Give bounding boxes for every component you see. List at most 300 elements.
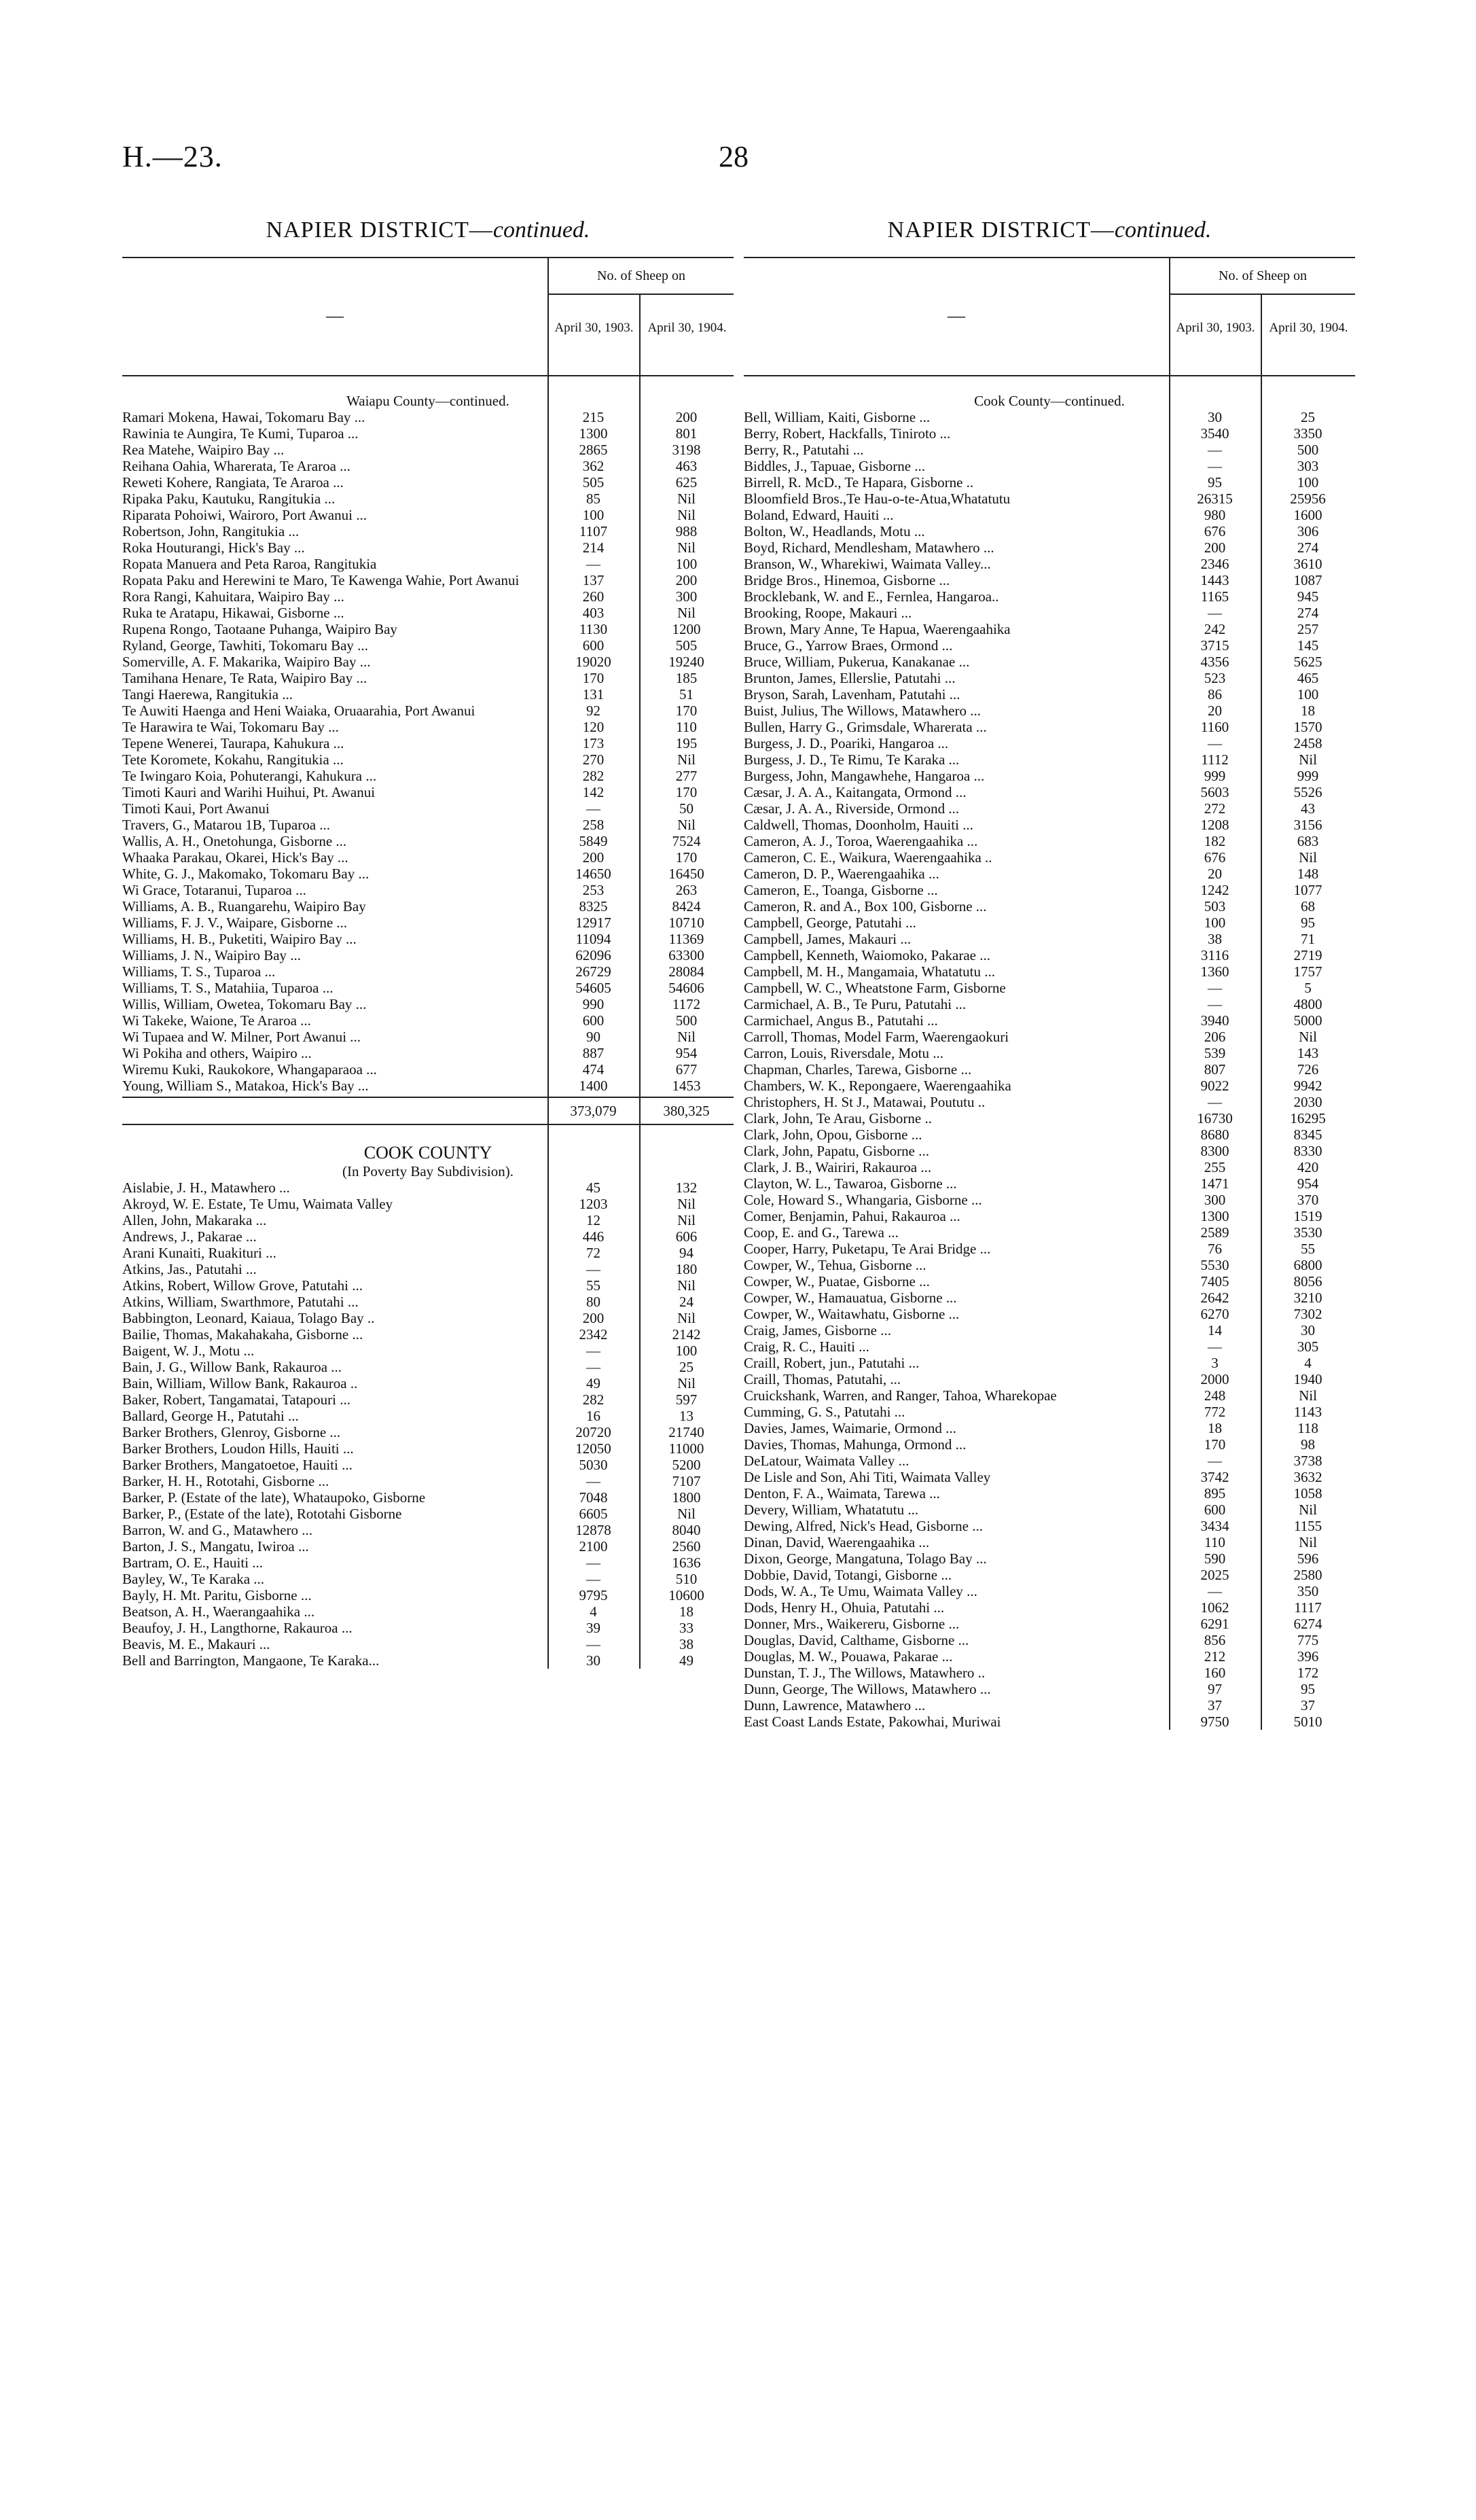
sheep-1903: 856 xyxy=(1204,1632,1226,1648)
sheep-1904: 200 xyxy=(675,409,698,425)
owner-name: Ramari Mokena, Hawai, Tokomaru Bay ... xyxy=(122,409,365,425)
sheep-1904: 170 xyxy=(675,784,698,800)
owner-name: Atkins, Jas., Patutahi ... xyxy=(122,1261,257,1277)
table-row xyxy=(122,784,734,800)
owner-name: Birrell, R. McD., Te Hapara, Gisborne .. xyxy=(744,474,974,491)
sheep-1903: — xyxy=(1208,980,1222,996)
sheep-1903: 6270 xyxy=(1200,1306,1229,1322)
owner-name: Caldwell, Thomas, Doonholm, Hauiti ... xyxy=(744,817,973,833)
sheep-1903: 2025 xyxy=(1200,1567,1229,1583)
sheep-1903: 1471 xyxy=(1200,1175,1229,1192)
owner-name: Bloomfield Bros.,Te Hau-o-te-Atua,Whatatutu xyxy=(744,491,1011,507)
column-header-1903: April 30, 1903. xyxy=(547,295,639,375)
sheep-1903: 45 xyxy=(586,1179,600,1196)
table-body xyxy=(122,376,734,1669)
sheep-1903: 3715 xyxy=(1200,637,1229,654)
table-row xyxy=(744,980,1355,996)
sheep-1904: 21740 xyxy=(668,1424,704,1440)
sheep-1904: 954 xyxy=(675,1045,698,1061)
sheep-1904: 7107 xyxy=(672,1473,701,1489)
sheep-1903: 14650 xyxy=(575,866,611,882)
owner-name: Barker Brothers, Loudon Hills, Hauiti ... xyxy=(122,1440,354,1457)
table-row xyxy=(122,605,734,621)
sheep-1903: 12050 xyxy=(575,1440,611,1457)
owner-name: Cameron, E., Toanga, Gisborne ... xyxy=(744,882,938,898)
sheep-1903: 214 xyxy=(582,539,605,556)
table-row xyxy=(744,425,1355,442)
owner-name: Dixon, George, Mangatuna, Tolago Bay ... xyxy=(744,1550,987,1567)
sheep-1904: 277 xyxy=(675,768,698,784)
table-row xyxy=(744,637,1355,654)
table-row xyxy=(744,1648,1355,1665)
sheep-1904: 25 xyxy=(1301,409,1315,425)
sheep-1903: 282 xyxy=(582,1391,605,1408)
sheep-1904: 180 xyxy=(675,1261,698,1277)
owner-name: Buist, Julius, The Willows, Matawhero ... xyxy=(744,703,981,719)
sheep-1903: 403 xyxy=(582,605,605,621)
owner-name: Christophers, H. St J., Matawai, Poututu .. xyxy=(744,1094,986,1110)
section-heading: Cook County—continued. xyxy=(974,393,1125,409)
owner-name: Beaufoy, J. H., Langthorne, Rakauroa ... xyxy=(122,1620,353,1636)
owner-name: De Lisle and Son, Ahi Titi, Waimata Valley xyxy=(744,1469,991,1485)
section-heading: Waiapu County—continued. xyxy=(346,393,509,409)
sheep-1904: Nil xyxy=(677,605,696,621)
report-reference: H.—23. xyxy=(122,140,223,173)
table-row xyxy=(744,1290,1355,1306)
table-row xyxy=(122,1261,734,1277)
sheep-1903: 8680 xyxy=(1200,1126,1229,1143)
owner-name: Cameron, R. and A., Box 100, Gisborne ... xyxy=(744,898,987,915)
owner-name: Bartram, O. E., Hauiti ... xyxy=(122,1555,264,1571)
owner-name: Travers, G., Matarou 1B, Tuparoa ... xyxy=(122,817,331,833)
table-row xyxy=(122,1245,734,1261)
sheep-1903: 19020 xyxy=(575,654,611,670)
section-subheading: (In Poverty Bay Subdivision). xyxy=(342,1163,514,1179)
owner-name: Chapman, Charles, Tarewa, Gisborne ... xyxy=(744,1061,972,1078)
sheep-1903: — xyxy=(586,1359,600,1375)
sheep-1904: 1636 xyxy=(672,1555,701,1571)
owner-name: Dods, Henry H., Ohuia, Patutahi ... xyxy=(744,1599,945,1616)
table-row xyxy=(744,1338,1355,1355)
table-row xyxy=(744,833,1355,849)
sheep-1903: 9795 xyxy=(579,1587,608,1603)
sheep-1903: 676 xyxy=(1204,849,1226,866)
sheep-1903: 100 xyxy=(582,507,605,523)
table-row xyxy=(122,1277,734,1294)
owner-name: Cameron, C. E., Waikura, Waerengaahika .. xyxy=(744,849,992,866)
sheep-1903: 9022 xyxy=(1200,1078,1229,1094)
owner-name: Tepene Wenerei, Taurapa, Kahukura ... xyxy=(122,735,344,751)
owner-name: Dunn, Lawrence, Matawhero ... xyxy=(744,1697,926,1714)
owner-name: Boland, Edward, Hauiti ... xyxy=(744,507,894,523)
sheep-1904: 10600 xyxy=(668,1587,704,1603)
sheep-1904: 71 xyxy=(1301,931,1315,947)
sheep-1903: 2865 xyxy=(579,442,608,458)
owner-name: Chambers, W. K., Repongaere, Waerengaahika xyxy=(744,1078,1011,1094)
sheep-1904: 954 xyxy=(1297,1175,1319,1192)
owner-name: Bolton, W., Headlands, Motu ... xyxy=(744,523,925,539)
owner-name: Rora Rangi, Kahuitara, Waipiro Bay ... xyxy=(122,588,344,605)
sheep-1903: 8325 xyxy=(579,898,608,915)
table-row xyxy=(744,1241,1355,1257)
sheep-1904: 3210 xyxy=(1293,1290,1322,1306)
sheep-1903: 137 xyxy=(582,572,605,588)
table-row xyxy=(122,1522,734,1538)
sheep-1904: 195 xyxy=(675,735,698,751)
table-row xyxy=(122,882,734,898)
sheep-1903: 38 xyxy=(1208,931,1222,947)
sheep-1904: 145 xyxy=(1297,637,1319,654)
sheep-1903: 990 xyxy=(582,996,605,1012)
owner-name: Williams, T. S., Tuparoa ... xyxy=(122,963,276,980)
sheep-1904: 185 xyxy=(675,670,698,686)
table-row xyxy=(122,1440,734,1457)
table-row xyxy=(122,931,734,947)
owner-name: Wallis, A. H., Onetohunga, Gisborne ... xyxy=(122,833,347,849)
owner-name: Denton, F. A., Waimata, Tarewa ... xyxy=(744,1485,940,1502)
name-column-header: — xyxy=(326,306,344,325)
table-row xyxy=(122,1045,734,1061)
table-row xyxy=(744,898,1355,915)
sheep-1903: 26729 xyxy=(575,963,611,980)
owner-name: Williams, A. B., Ruangarehu, Waipiro Bay xyxy=(122,898,366,915)
sheep-1904: 3530 xyxy=(1293,1224,1322,1241)
sheep-1903: 248 xyxy=(1204,1387,1226,1404)
table-row xyxy=(744,996,1355,1012)
sheep-1903: 2589 xyxy=(1200,1224,1229,1241)
sheep-1903: 253 xyxy=(582,882,605,898)
sheep-1903: 600 xyxy=(582,1012,605,1029)
owner-name: Clark, John, Papatu, Gisborne ... xyxy=(744,1143,929,1159)
sheep-1904: 8040 xyxy=(672,1522,701,1538)
table-row xyxy=(122,849,734,866)
sheep-1904: 51 xyxy=(679,686,694,703)
sheep-1903: 887 xyxy=(582,1045,605,1061)
sheep-1903: 173 xyxy=(582,735,605,751)
table-row xyxy=(122,442,734,458)
sheep-1904: Nil xyxy=(677,1212,696,1228)
sheep-1903: 2100 xyxy=(579,1538,608,1555)
sheep-1903: 200 xyxy=(582,849,605,866)
sheep-1903: 5849 xyxy=(579,833,608,849)
sheep-1904: 500 xyxy=(1297,442,1319,458)
sheep-1904: 24 xyxy=(679,1294,694,1310)
owner-name: Cowper, W., Waitawhatu, Gisborne ... xyxy=(744,1306,960,1322)
table-row xyxy=(122,474,734,491)
table-row xyxy=(744,605,1355,621)
table-row xyxy=(744,556,1355,572)
sheep-1904: 683 xyxy=(1297,833,1319,849)
sheep-1903: 1443 xyxy=(1200,572,1229,588)
sheep-1903: 258 xyxy=(582,817,605,833)
table-row xyxy=(122,817,734,833)
table-row xyxy=(744,1371,1355,1387)
table-row xyxy=(122,1391,734,1408)
table-row xyxy=(744,1550,1355,1567)
sheep-1903: — xyxy=(1208,1094,1222,1110)
sheep-1904: 25956 xyxy=(1290,491,1326,507)
sheep-1903: 72 xyxy=(586,1245,600,1261)
owner-name: Barker, H. H., Rototahi, Gisborne ... xyxy=(122,1473,329,1489)
owner-name: Tangi Haerewa, Rangitukia ... xyxy=(122,686,293,703)
column-header-1904: April 30, 1904. xyxy=(639,295,734,375)
sheep-1903: 523 xyxy=(1204,670,1226,686)
table-row xyxy=(744,1045,1355,1061)
sheep-1903: 1300 xyxy=(579,425,608,442)
owner-name: Ropata Paku and Herewini te Maro, Te Kawenga Wahie, Port Awanui xyxy=(122,572,520,588)
sheep-1903: 5530 xyxy=(1200,1257,1229,1273)
table-row xyxy=(122,719,734,735)
sheep-1904: 1570 xyxy=(1293,719,1322,735)
sheep-1904: 2560 xyxy=(672,1538,701,1555)
sheep-1903: 505 xyxy=(582,474,605,491)
owner-name: Craill, Thomas, Patutahi, ... xyxy=(744,1371,901,1387)
sheep-1903: 5603 xyxy=(1200,784,1229,800)
sheep-1904: 16450 xyxy=(668,866,704,882)
owner-name: Barker, P., (Estate of the late), Rototahi Gisborne xyxy=(122,1506,402,1522)
table-row xyxy=(122,654,734,670)
sheep-1903: 30 xyxy=(586,1652,600,1669)
sheep-1903: 182 xyxy=(1204,833,1226,849)
table-row xyxy=(744,1436,1355,1453)
sheep-1903: 255 xyxy=(1204,1159,1226,1175)
sheep-1904: 1172 xyxy=(672,996,701,1012)
table-row xyxy=(744,1420,1355,1436)
sheep-1903: 85 xyxy=(586,491,600,507)
sheep-1903: 97 xyxy=(1208,1681,1222,1697)
owner-name: Bullen, Harry G., Grimsdale, Wharerata ... xyxy=(744,719,987,735)
table-row xyxy=(122,1555,734,1571)
column-rule xyxy=(547,376,549,1669)
table-row xyxy=(744,1665,1355,1681)
sheep-1903: — xyxy=(586,556,600,572)
sheep-1904: 945 xyxy=(1297,588,1319,605)
table-row xyxy=(744,1143,1355,1159)
sheep-1904: 999 xyxy=(1297,768,1319,784)
table-row xyxy=(744,670,1355,686)
sheep-1904: 625 xyxy=(675,474,698,491)
owner-name: Donner, Mrs., Waikereru, Gisborne ... xyxy=(744,1616,960,1632)
table-row xyxy=(744,1029,1355,1045)
owner-name: Willis, William, Owetea, Tokomaru Bay ... xyxy=(122,996,367,1012)
owner-name: Bruce, William, Pukerua, Kanakanae ... xyxy=(744,654,970,670)
table-row xyxy=(744,1126,1355,1143)
owner-name: Craig, James, Gisborne ... xyxy=(744,1322,891,1338)
table-row xyxy=(122,735,734,751)
table-row xyxy=(122,768,734,784)
owner-name: Branson, W., Wharekiwi, Waimata Valley... xyxy=(744,556,991,572)
sheep-1904: 1200 xyxy=(672,621,701,637)
table-row xyxy=(122,1506,734,1522)
sheep-1903: 980 xyxy=(1204,507,1226,523)
sheep-1904: 801 xyxy=(675,425,698,442)
sheep-1904: 110 xyxy=(676,719,697,735)
sheep-1904: 98 xyxy=(1301,1436,1315,1453)
sheep-1903: 999 xyxy=(1204,768,1226,784)
table-row xyxy=(122,1012,734,1029)
owner-name: Berry, Robert, Hackfalls, Tiniroto ... xyxy=(744,425,951,442)
sheep-1903: 260 xyxy=(582,588,605,605)
sheep-1903: 131 xyxy=(582,686,605,703)
sheep-1903: — xyxy=(1208,735,1222,751)
owner-name: Ryland, George, Tawhiti, Tokomaru Bay ... xyxy=(122,637,368,654)
sheep-1903: 62096 xyxy=(575,947,611,963)
owner-name: Aislabie, J. H., Matawhero ... xyxy=(122,1179,290,1196)
table-row xyxy=(122,539,734,556)
sheep-1904: Nil xyxy=(1299,1502,1317,1518)
table-row xyxy=(744,686,1355,703)
sheep-1903: 270 xyxy=(582,751,605,768)
sheep-1903: 600 xyxy=(1204,1502,1226,1518)
table-row xyxy=(122,621,734,637)
owner-name: Cooper, Harry, Puketapu, Te Arai Bridge ... xyxy=(744,1241,991,1257)
sheep-1904: 1800 xyxy=(672,1489,701,1506)
owner-name: Reweti Kohere, Rangiata, Te Araroa ... xyxy=(122,474,344,491)
table-row xyxy=(744,1224,1355,1241)
table-row xyxy=(744,1697,1355,1714)
sheep-1903: 3540 xyxy=(1200,425,1229,442)
table-row xyxy=(122,963,734,980)
owner-name: Bayley, W., Te Karaka ... xyxy=(122,1571,265,1587)
sheep-1903: 1107 xyxy=(579,523,608,539)
sheep-1904: 7302 xyxy=(1293,1306,1322,1322)
section-heading: COOK COUNTY xyxy=(363,1143,492,1163)
table-row xyxy=(122,1359,734,1375)
table-row xyxy=(744,507,1355,523)
sheep-1903: 39 xyxy=(586,1620,600,1636)
table-row xyxy=(122,1179,734,1196)
sheep-1903: 1242 xyxy=(1200,882,1229,898)
district-title-continued: continued. xyxy=(1114,217,1212,243)
sheep-1904: 2719 xyxy=(1293,947,1322,963)
sheep-1904: 170 xyxy=(675,849,698,866)
table-row xyxy=(122,1212,734,1228)
sheep-1904: 370 xyxy=(1297,1192,1319,1208)
table-row xyxy=(122,1061,734,1078)
sheep-1903: 90 xyxy=(586,1029,600,1045)
table-row xyxy=(122,491,734,507)
table-row xyxy=(122,1343,734,1359)
sheep-1903: 76 xyxy=(1208,1241,1222,1257)
sheep-1904: 16295 xyxy=(1290,1110,1326,1126)
sheep-1904: Nil xyxy=(1299,1534,1317,1550)
sheep-1904: 2030 xyxy=(1293,1094,1322,1110)
sheep-1903: 110 xyxy=(1204,1534,1225,1550)
table-row xyxy=(744,1094,1355,1110)
owner-name: Wi Tupaea and W. Milner, Port Awanui ... xyxy=(122,1029,361,1045)
owner-name: Campbell, W. C., Wheatstone Farm, Gisborne xyxy=(744,980,1006,996)
sheep-1903: 5030 xyxy=(579,1457,608,1473)
district-title xyxy=(122,217,734,257)
sheep-1904: Nil xyxy=(677,507,696,523)
owner-name: Reihana Oahia, Wharerata, Te Araroa ... xyxy=(122,458,350,474)
sheep-1904: 8330 xyxy=(1293,1143,1322,1159)
table-row xyxy=(122,1375,734,1391)
sheep-1903: 2000 xyxy=(1200,1371,1229,1387)
owner-name: Campbell, Kenneth, Waiomoko, Pakarae ... xyxy=(744,947,990,963)
owner-name: Douglas, David, Calthame, Gisborne ... xyxy=(744,1632,969,1648)
sheep-1903: 170 xyxy=(1204,1436,1226,1453)
table-row xyxy=(122,996,734,1012)
table-row xyxy=(744,442,1355,458)
table-row xyxy=(122,572,734,588)
sheep-1903: 206 xyxy=(1204,1029,1226,1045)
sheep-1904: 306 xyxy=(1297,523,1319,539)
owner-name: Ropata Manuera and Peta Raroa, Rangitukia xyxy=(122,556,377,572)
sheep-1904: 172 xyxy=(1297,1665,1319,1681)
sheep-1904: 465 xyxy=(1297,670,1319,686)
owner-name: Davies, James, Waimarie, Ormond ... xyxy=(744,1420,956,1436)
sheep-1903: 200 xyxy=(1204,539,1226,556)
owner-name: Bayly, H. Mt. Paritu, Gisborne ... xyxy=(122,1587,312,1603)
name-column-header: — xyxy=(948,306,965,325)
sheep-1903: 16 xyxy=(586,1408,600,1424)
owner-name: Clark, John, Opou, Gisborne ... xyxy=(744,1126,922,1143)
table-row xyxy=(744,1534,1355,1550)
sheep-1904: 50 xyxy=(679,800,694,817)
owner-name: Riparata Pohoiwi, Wairoro, Port Awanui ... xyxy=(122,507,367,523)
sheep-1904: 4800 xyxy=(1293,996,1322,1012)
sheep-1903: 3742 xyxy=(1200,1469,1229,1485)
sheep-1903: 807 xyxy=(1204,1061,1226,1078)
sheep-1904: Nil xyxy=(677,539,696,556)
sheep-1903: 1203 xyxy=(579,1196,608,1212)
table-row xyxy=(744,1599,1355,1616)
sheep-1904: 606 xyxy=(675,1228,698,1245)
table-row xyxy=(122,1078,734,1094)
sheep-1903: 2642 xyxy=(1200,1290,1229,1306)
owner-name: Young, William S., Matakoa, Hick's Bay ... xyxy=(122,1078,369,1094)
table-row xyxy=(122,1636,734,1652)
sheep-1904: 1117 xyxy=(1294,1599,1322,1616)
sheep-1903: 676 xyxy=(1204,523,1226,539)
sheep-1904: Nil xyxy=(1299,1387,1317,1404)
sheep-1904: 55 xyxy=(1301,1241,1315,1257)
table-row xyxy=(122,1571,734,1587)
sheep-1904: 5010 xyxy=(1293,1714,1322,1730)
left-column xyxy=(122,217,734,1669)
table-header xyxy=(744,257,1355,376)
owner-name: Bell and Barrington, Mangaone, Te Karaka... xyxy=(122,1652,380,1669)
owner-name: Coop, E. and G., Tarewa ... xyxy=(744,1224,899,1241)
owner-name: Tete Koromete, Kokahu, Rangitukia ... xyxy=(122,751,344,768)
owner-name: Beavis, M. E., Makauri ... xyxy=(122,1636,270,1652)
sheep-1904: Nil xyxy=(677,1277,696,1294)
sheep-1903: — xyxy=(586,1571,600,1587)
owner-name: Clark, John, Te Arau, Gisborne .. xyxy=(744,1110,932,1126)
table-row xyxy=(122,1603,734,1620)
owner-name: Roka Houturangi, Hick's Bay ... xyxy=(122,539,305,556)
table-row xyxy=(744,1192,1355,1208)
sheep-1903: 272 xyxy=(1204,800,1226,817)
sheep-1903: 12878 xyxy=(575,1522,611,1538)
sheep-1903: 1400 xyxy=(579,1078,608,1094)
district-title-main: NAPIER DISTRICT— xyxy=(266,217,493,243)
sheep-1903: 446 xyxy=(582,1228,605,1245)
table-row xyxy=(744,474,1355,491)
table-row xyxy=(122,1228,734,1245)
sheep-1904: Nil xyxy=(1299,751,1317,768)
sheep-1904: 95 xyxy=(1301,1681,1315,1697)
sheep-1903: 80 xyxy=(586,1294,600,1310)
sheep-1904: 1453 xyxy=(672,1078,701,1094)
sheep-1903: — xyxy=(1208,1338,1222,1355)
sheep-1904: 396 xyxy=(1297,1648,1319,1665)
table-row xyxy=(122,751,734,768)
owner-name: Bain, William, Willow Bank, Rakauroa .. xyxy=(122,1375,358,1391)
sheep-1904: 30 xyxy=(1301,1322,1315,1338)
sheep-1903: 1062 xyxy=(1200,1599,1229,1616)
